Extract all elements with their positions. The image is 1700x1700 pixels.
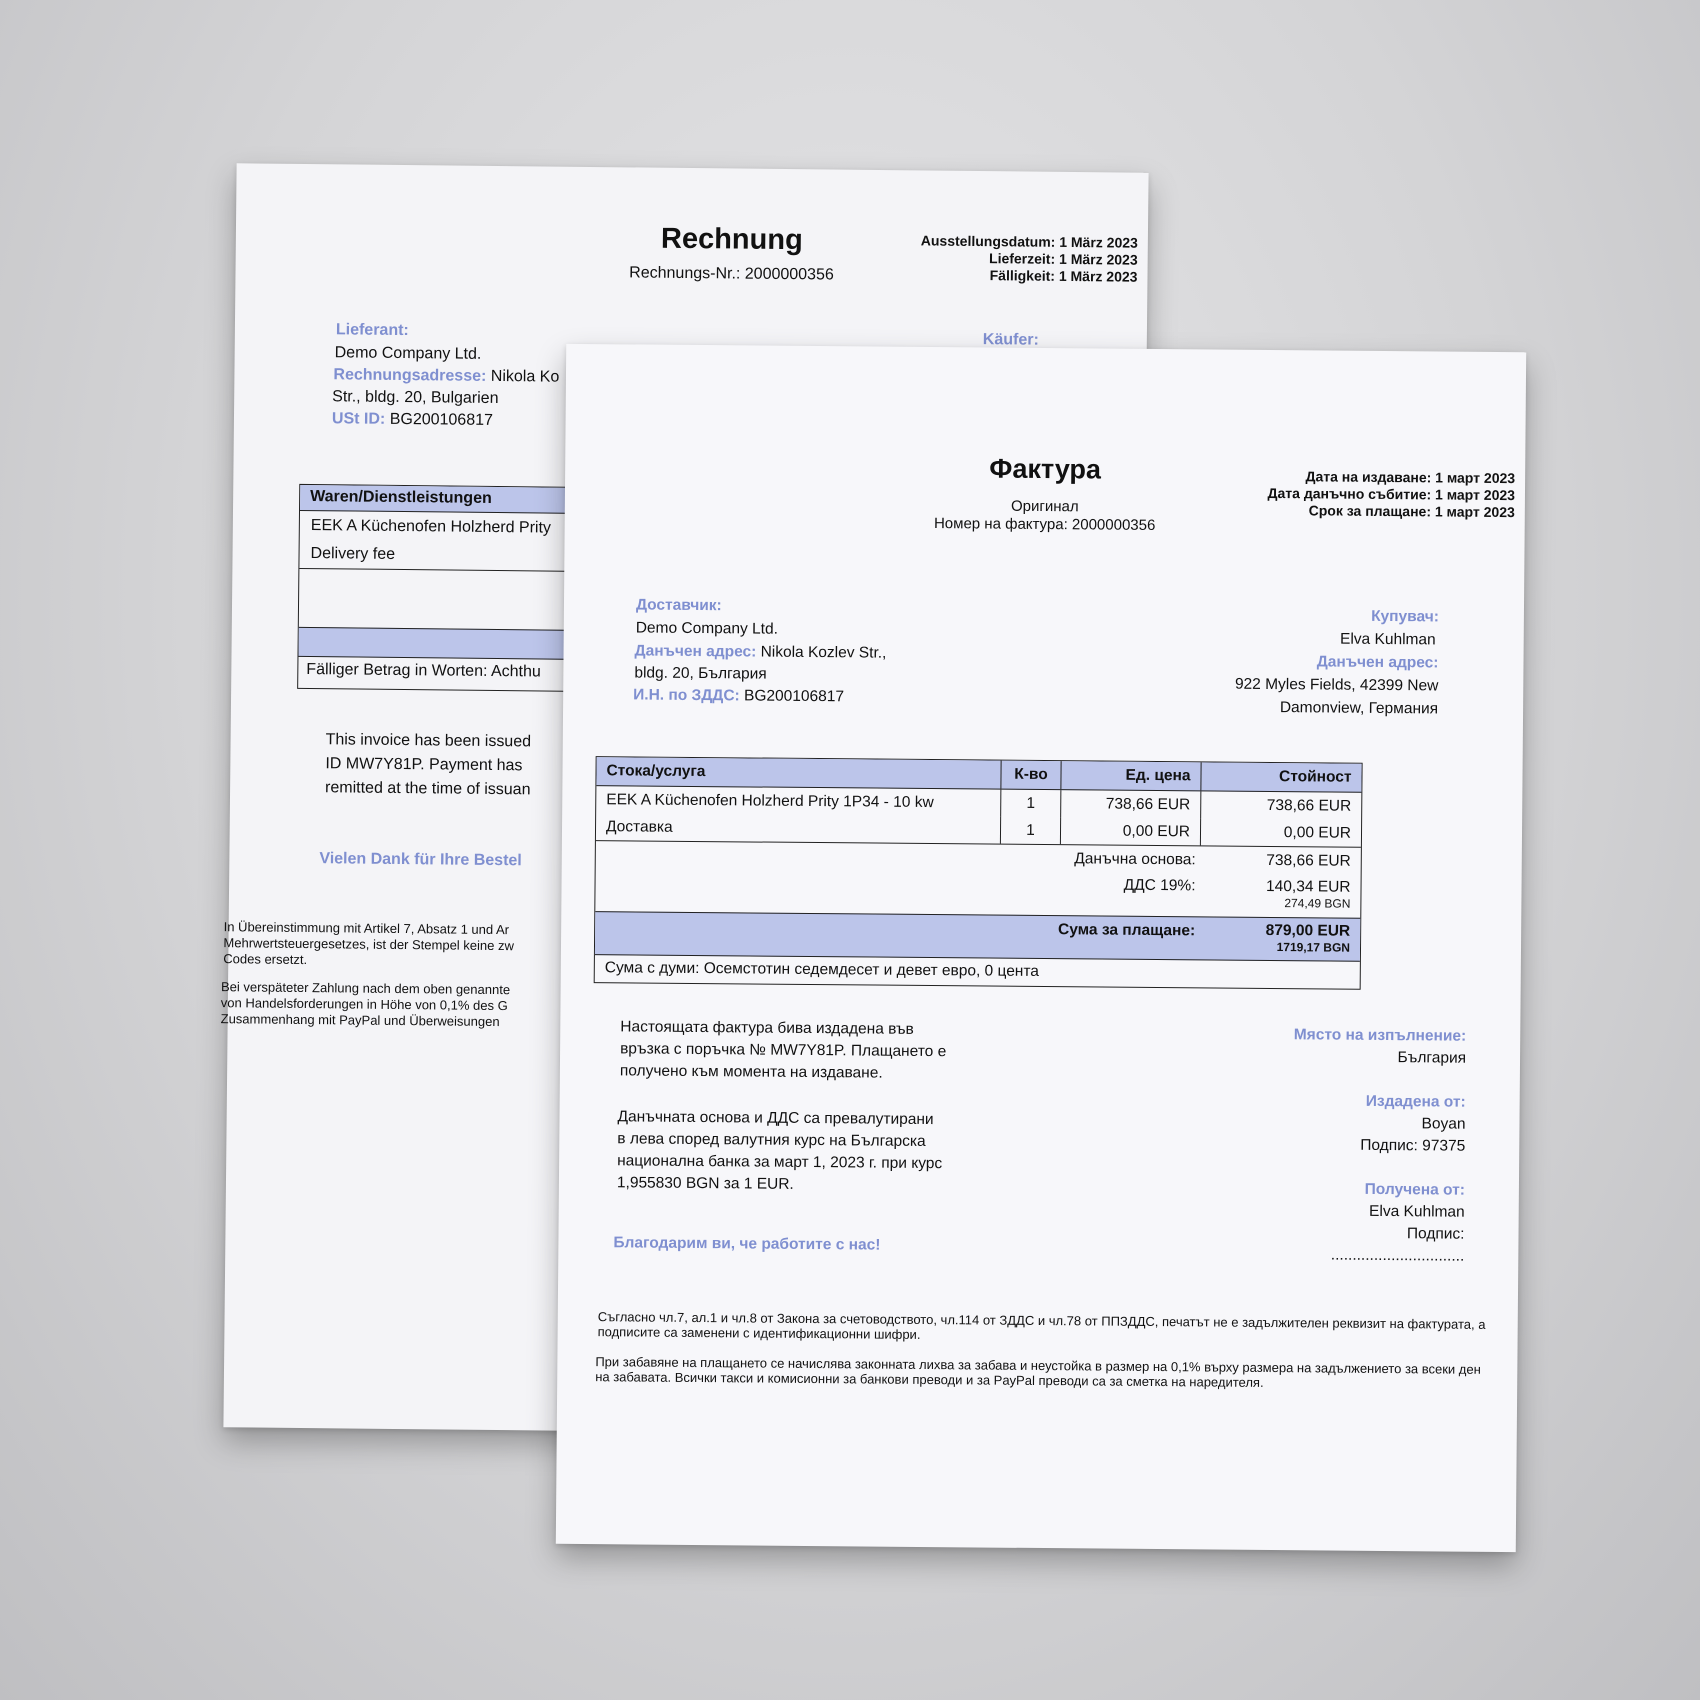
- supplier-vat: И.Н. по ЗДДС: BG200106817: [633, 686, 845, 706]
- supplier-address: Данъчен адрес: Nikola Kozlev Str.,: [634, 642, 887, 662]
- amount-due-band: [595, 911, 1360, 962]
- buyer-label: Käufer:: [982, 331, 1039, 349]
- invoice-sheet-bulgarian: [556, 344, 1526, 1552]
- issued-by-signature: Подпис: 97375: [1360, 1136, 1466, 1155]
- thanks-message: Vielen Dank für Ihre Bestel: [319, 850, 522, 870]
- legal-note-late-payment: Bei verspäteter Zahlung nach dem oben genannte von Handelsforderungen in Höhe von 0,1% des G Zusammenhang mit PayPal und Überweisungen: [220, 979, 511, 1030]
- table-row: EEK A Küchenofen Holzherd Prity 1P34 - 10 kw 1 738,66 EUR 738,66 EUR: [596, 786, 1361, 820]
- amount-in-words: Сума с думи: Осемстотин седемдесет и девет евро, 0 цента: [604, 959, 1040, 980]
- buyer-address-line1: 922 Myles Fields, 42399 New: [1234, 675, 1439, 695]
- supplier-address-line2: Str., bldg. 20, Bulgarien: [332, 388, 499, 408]
- table-row: EEK A Küchenofen Holzherd Prity: [310, 517, 552, 537]
- invoice-subtitle: [795, 496, 1295, 536]
- currency-note: Данъчната основа и ДДС са превалутирани в лева според валутния курс на Българска национална банка за март 1, 2023 г. при курс 1,955830 BGN за 1 EUR.: [616, 1108, 943, 1193]
- buyer-name: Elva Kuhlman: [1339, 630, 1436, 649]
- table-header: Waren/Dienstleistungen: [300, 485, 600, 514]
- table-body: [596, 786, 1361, 848]
- received-by-label: Получена от:: [1364, 1180, 1465, 1199]
- items-table: [297, 484, 601, 692]
- signature-line: ...............................: [1330, 1246, 1465, 1265]
- supplier-vat: USt ID: BG200106817: [331, 410, 494, 429]
- tax-base-label: Данъчна основа:: [1074, 850, 1196, 869]
- table-divider: [299, 568, 599, 572]
- issued-note: This invoice has been issued ID MW7Y81P. Payment has remitted at the time of issuan: [325, 731, 532, 799]
- issued-note: Настоящата фактура бива издадена във връзка с поръчка № MW7Y81P. Плащането е получено към момента на издаване.: [619, 1018, 947, 1082]
- invoice-dates: Дата на издаване: 1 март 2023 Дата данъчно събитие: 1 март 2023 Срок за плащане: 1 март 2023: [1267, 468, 1516, 521]
- summary-block: [595, 841, 1361, 918]
- vat-value-bgn: 274,49 BGN: [1284, 896, 1351, 911]
- buyer-block: [1235, 604, 1439, 721]
- invoice-dates: Ausstellungsdatum: 1 März 2023 Lieferzeit: 1 März 2023 Fälligkeit: 1 März 2023: [920, 232, 1138, 285]
- buyer-address-label: Данъчен адрес:: [1316, 653, 1439, 672]
- place-label: Място на изпълнение:: [1293, 1026, 1467, 1045]
- amount-due-bgn: 1719,17 BGN: [1276, 940, 1351, 955]
- tax-base-value: 738,66 EUR: [1266, 851, 1351, 870]
- supplier-label: Доставчик:: [635, 596, 722, 615]
- column-header-unit-price: Ед. цена: [1061, 761, 1201, 790]
- total-band: [298, 627, 598, 660]
- supplier-address-line2: bldg. 20, България: [634, 664, 767, 683]
- column-header-qty: К-во: [1001, 761, 1061, 790]
- issued-by-label: Издадена от:: [1365, 1092, 1466, 1111]
- buyer-label: Купувач:: [1371, 607, 1439, 626]
- invoice-title: Rechnung: [660, 222, 803, 257]
- vat-value: 140,34 EUR: [1266, 877, 1351, 896]
- amount-due-label: Сума за плащане:: [1057, 921, 1196, 940]
- supplier-name: Demo Company Ltd.: [334, 344, 482, 363]
- supplier-address: Rechnungsadresse: Nikola Ko: [333, 366, 560, 386]
- supplier-label: Lieferant:: [335, 321, 409, 340]
- invoice-title: Фактура: [989, 453, 1102, 485]
- legal-note-late-payment: При забавяне на плащането се начислява законната лихва за забава и неустойка в размер на 0,1% върху размера на задължението за всеки ден на забавата. Всички такси и комисионни за банкови преводи и за PayPal преводи са за сметка на наредителя.: [595, 1354, 1481, 1390]
- thanks-message: Благодарим ви, че работите с нас!: [613, 1234, 881, 1254]
- table-row: Delivery fee: [310, 545, 396, 563]
- buyer-address-line2: Damonview, Германия: [1279, 699, 1439, 718]
- place-value: България: [1397, 1049, 1467, 1067]
- amount-in-words: Fälliger Betrag in Worten: Achthu: [306, 661, 541, 681]
- legal-note-stamp: In Übereinstimmung mit Artikel 7, Absatz 1 und Ar Mehrwertsteuergesetzes, ist der Stempel keine zw Codes ersetzt.: [223, 919, 515, 968]
- legal-note-stamp: Съгласно чл.7, ал.1 и чл.8 от Закона за счетоводството, чл.114 от ЗДДС и чл.78 от ППЗДДС, печатът не е задължителен реквизит на фактурата, а подписите са заменени с идентификационни шифри.: [597, 1309, 1486, 1342]
- vat-label: ДДС 19%:: [1123, 876, 1196, 895]
- invoice-number: Номер на фактура: 2000000356: [933, 515, 1156, 534]
- invoice-number: Rechnungs-Nr.: 2000000356: [629, 264, 834, 284]
- amount-due-value: 879,00 EUR: [1265, 921, 1351, 940]
- received-by-signature: Подпис:: [1406, 1225, 1465, 1243]
- column-header-item: Стока/услуга: [596, 757, 1001, 789]
- supplier-name: Demo Company Ltd.: [635, 619, 779, 638]
- table-row: Доставка 1 0,00 EUR 0,00 EUR: [596, 813, 1361, 847]
- execution-info: [1292, 1024, 1467, 1267]
- received-by-name: Elva Kuhlman: [1368, 1202, 1465, 1221]
- original-label: Оригинал: [1010, 497, 1079, 516]
- column-header-total: Стойност: [1279, 768, 1352, 786]
- issued-by-name: Boyan: [1421, 1115, 1466, 1133]
- items-table: [594, 756, 1363, 990]
